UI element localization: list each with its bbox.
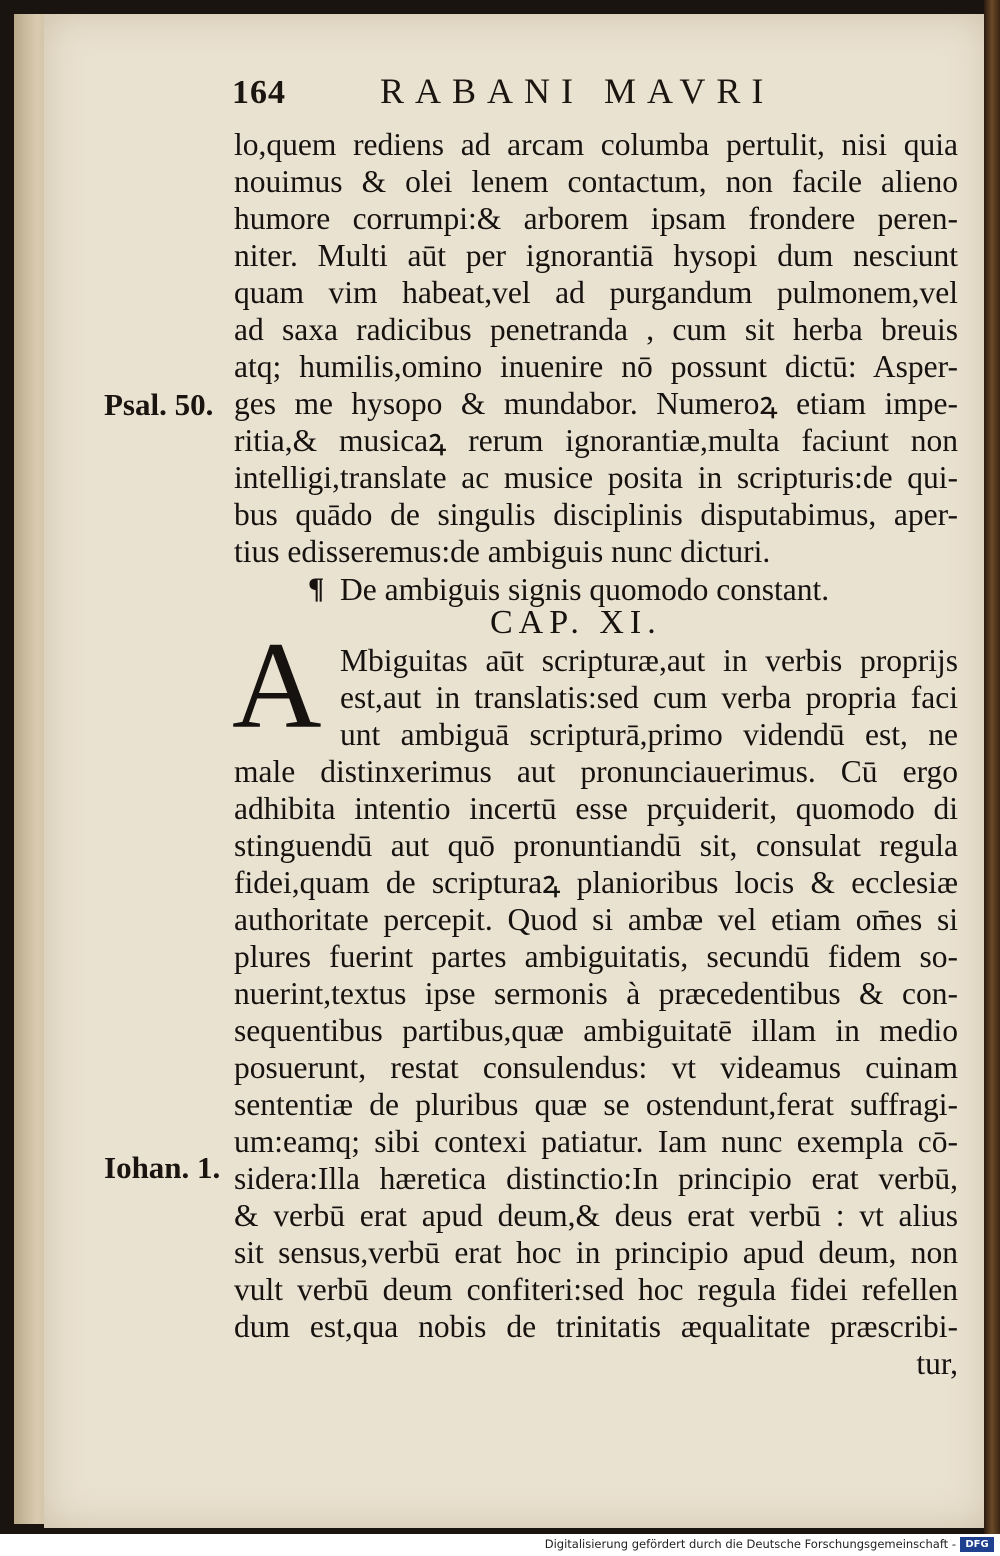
text-line: nouimus & olei lenem contactum, non facile alieno <box>234 164 958 199</box>
text-line: est,aut in translatis:sed cum verba propria faci <box>340 680 958 715</box>
text-line: vult verbū deum confiteri:sed hoc regula fidei refellen <box>234 1272 958 1307</box>
text-line: male distinxerimus aut pronunciauerimus. Cū ergo <box>234 754 958 789</box>
text-line: bus quādo de singulis disciplinis disputabimus, aper- <box>234 497 958 532</box>
chapter-heading: CAP. XI. <box>490 604 662 641</box>
running-head <box>232 70 872 114</box>
text-line: quam vim habeat,vel ad purgandum pulmonem,vel <box>234 275 958 310</box>
text-line: tius edisseremus:de ambiguis nunc dicturi. <box>234 534 771 569</box>
dfg-logo: DFG <box>960 1537 994 1552</box>
text-line: nuerint,textus ipse sermonis à præcedentibus & con- <box>234 976 958 1011</box>
text-line: plures fuerint partes ambiguitatis, secundū fidem so- <box>234 939 958 974</box>
book-spine <box>984 0 1000 1534</box>
page-number: 164 <box>232 74 286 111</box>
text-line: Mbiguitas aūt scripturæ,aut in verbis proprijs <box>340 643 958 678</box>
section-title: De ambiguis signis quomodo constant. <box>340 572 830 607</box>
running-title: RABANI MAVRI <box>380 71 775 111</box>
text-line: ges me hysopo & mundabor. Numeroꝝ etiam impe- <box>234 386 958 421</box>
text-line: sequentibus partibus,quæ ambiguitatē illam in medio <box>234 1013 958 1048</box>
text-line: lo,quem rediens ad arcam columba pertulit, nisi quia <box>234 127 958 162</box>
text-line: um:eamq; sibi contexi patiatur. Iam nunc exempla cō- <box>234 1124 958 1159</box>
pilcrow-mark: ¶ <box>308 572 325 605</box>
text-line: atq; humilis,omino inuenire nō possunt dictū: Asper- <box>234 349 958 384</box>
text-line: authoritate percepit. Quod si ambæ vel etiam om̄es si <box>234 902 958 937</box>
text-line: ritia,& musicaꝝ rerum ignorantiæ,multa faciunt non <box>234 423 958 458</box>
text-line: & verbū erat apud deum,& deus erat verbū : vt alius <box>234 1198 958 1233</box>
text-line: sit sensus,verbū erat hoc in principio apud deum, non <box>234 1235 958 1270</box>
funding-credit: Digitalisierung gefördert durch die Deutsche Forschungsgemeinschaft - <box>544 1537 956 1551</box>
text-line: stinguendū aut quō pronuntiandū sit, consulat regula <box>234 828 958 863</box>
text-line: humore corrumpi:& arborem ipsam frondere peren- <box>234 201 958 236</box>
text-line: ad saxa radicibus penetranda , cum sit herba breuis <box>234 312 958 347</box>
drop-cap-initial: A <box>232 617 322 754</box>
text-line: niter. Multi aūt per ignorantiā hysopi dum nesciunt <box>234 238 958 273</box>
text-line: fidei,quam de scripturaꝝ planioribus locis & ecclesiæ <box>234 865 958 900</box>
text-line: dum est,qua nobis de trinitatis æqualitate præscribi- <box>234 1309 958 1344</box>
footer-bar <box>0 1534 1000 1556</box>
text-line: intelligi,translate ac musice posita in scripturis:de qui- <box>234 460 958 495</box>
text-line: unt ambiguā scripturā,primo videndū est, ne <box>340 717 958 752</box>
text-line: sententiæ de pluribus quæ se ostendunt,ferat suffragi- <box>234 1087 958 1122</box>
text-line: adhibita intentio incertū esse prçuiderit, quomodo di <box>234 791 958 826</box>
margin-note-psalm: Psal. 50. <box>104 387 214 422</box>
margin-note-john: Iohan. 1. <box>104 1150 221 1185</box>
text-line: posuerunt, restat consulendus: vt videamus cuinam <box>234 1050 958 1085</box>
text-line: tur, <box>916 1346 958 1381</box>
text-line: sidera:Illa hæretica distinctio:In principio erat verbū, <box>234 1161 958 1196</box>
